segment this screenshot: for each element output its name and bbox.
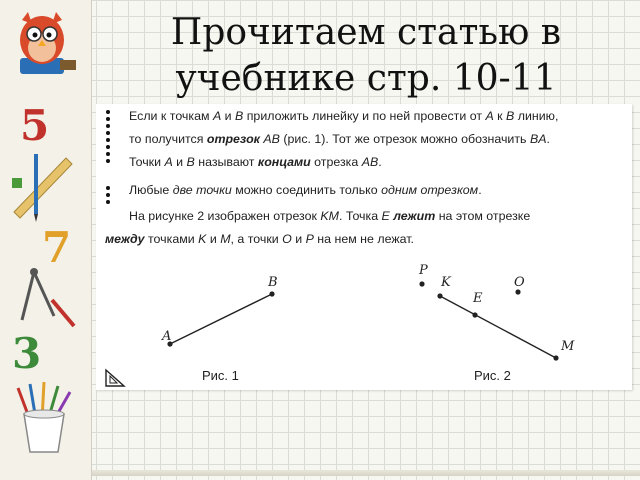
page-title-line-2: учебнике стр. 10-11 (175, 58, 557, 99)
paragraph-3-line-1: На рисунке 2 изображен отрезок KM. Точка E лежит на этом отрезке (129, 209, 531, 223)
segment-km (440, 296, 556, 358)
point-k (437, 293, 442, 298)
owl-teacher-icon (20, 12, 76, 74)
decorative-sidebar (0, 0, 92, 480)
figure-1 (161, 275, 278, 383)
compass-icon (22, 268, 74, 326)
term-lies: лежит (393, 209, 436, 223)
pencil-cup-icon (18, 382, 70, 452)
point-p (419, 281, 424, 286)
sidebar-number-7: 7 (42, 223, 72, 272)
page-title (96, 10, 636, 102)
point-m-label: M (561, 339, 575, 354)
term-ends: концами (257, 155, 311, 169)
figure-2-caption: Рис. 2 (474, 368, 511, 383)
paragraph-1-line-3: Точки A и B называют концами отрезка AB. (129, 155, 382, 169)
point-k-label: K (441, 275, 451, 290)
figure-1-caption: Рис. 1 (202, 368, 239, 383)
sidebar-number-5: 5 (20, 101, 50, 150)
term-between: между (105, 232, 145, 246)
point-e-label: E (473, 291, 483, 306)
point-o-label: O (514, 275, 525, 290)
segment-ab (170, 294, 272, 344)
point-b (269, 291, 274, 296)
figure-2 (418, 263, 575, 383)
ruler-pencil-icon (12, 154, 72, 222)
point-p-label: P (419, 263, 428, 278)
textbook-excerpt (96, 104, 632, 390)
point-e (472, 312, 477, 317)
geometry-figures (96, 104, 632, 390)
paragraph-2: Любые две точки можно соединить только одним отрезком. (129, 183, 482, 197)
page-title-line-1: Прочитаем статью в (170, 12, 562, 53)
point-m (553, 355, 558, 360)
triangle-ruler-icon (106, 370, 124, 386)
sidebar-number-3: 3 (12, 329, 42, 378)
paragraph-1-line-1: Если к точкам A и B приложить линейку и по ней провести от A к B линию, (129, 109, 559, 123)
sidebar-illustrations (0, 0, 92, 480)
paragraph-3-line-2: между точками K и M, а точки O и P на нем не лежат. (105, 232, 414, 246)
point-o (515, 289, 520, 294)
point-b-label: B (268, 275, 278, 290)
point-a-label: A (162, 329, 172, 344)
paragraph-1-line-2: то получится отрезок AB (рис. 1). Тот же отрезок можно обозначить BA. (129, 132, 550, 146)
slide-bottom-edge (92, 470, 640, 476)
term-segment: отрезок (206, 132, 260, 146)
